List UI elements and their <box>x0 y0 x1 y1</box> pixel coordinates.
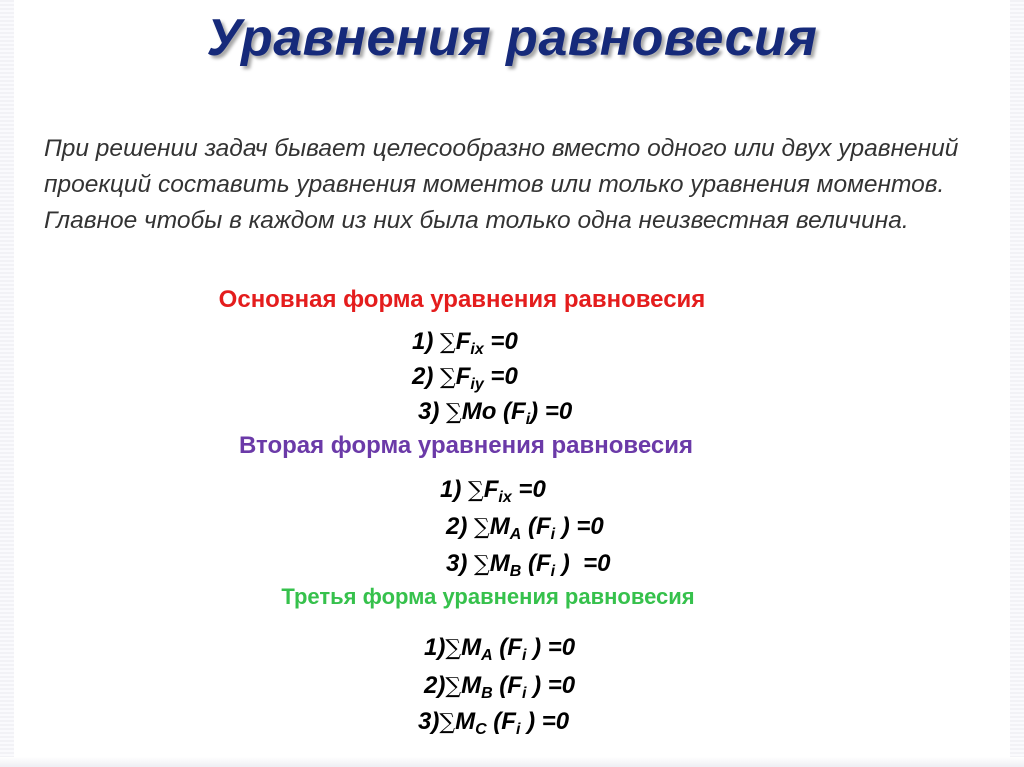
equation-third-2 <box>424 672 575 703</box>
equation-base: M <box>461 672 482 699</box>
equation-main-1 <box>412 328 518 359</box>
equation-second-1 <box>440 476 546 507</box>
equation-number: 3) <box>446 550 468 577</box>
equation-base: M <box>489 513 510 540</box>
equation-subscript-2: i <box>515 721 521 738</box>
equation-base: F <box>455 363 471 390</box>
equation-subscript: B <box>481 685 493 702</box>
equation-subscript: i <box>525 411 531 428</box>
equation-rest: ) =0 <box>530 398 573 425</box>
equation-number: 3) <box>418 708 440 735</box>
sum-symbol: ∑ <box>474 552 490 577</box>
intro-paragraph: При решении задач бывает целесообразно вместо одного или двух уравнений проекций составить уравнения моментов или только уравнения моментов. Главное чтобы в каждом из них была только одна неизвестная величина. <box>44 135 959 234</box>
equation-rest: ) =0 <box>561 513 604 540</box>
slide-edge-left <box>0 0 14 767</box>
heading-third-form: Третья форма уравнения равновесия <box>281 584 695 609</box>
equation-subscript-2: i <box>521 685 527 702</box>
equation-subscript-2: i <box>550 563 556 580</box>
equation-base-2: (F <box>499 672 522 699</box>
equation-subscript: ix <box>470 341 484 358</box>
equation-number: 2) <box>446 513 468 540</box>
equation-base-2: (F <box>527 513 551 540</box>
sum-symbol: ∑ <box>445 636 462 661</box>
equation-subscript-2: i <box>550 526 556 543</box>
slide-edge-right <box>1010 0 1024 767</box>
equation-base: M <box>489 550 510 577</box>
equation-base-2: (F <box>527 550 551 577</box>
equation-rest: =0 <box>518 476 546 503</box>
equation-subscript: A <box>481 647 493 664</box>
equation-number: 1) <box>412 328 434 355</box>
heading-second-form: Вторая форма уравнения равновесия <box>239 432 693 459</box>
sum-symbol: ∑ <box>474 515 490 540</box>
equation-subscript: A <box>509 526 522 543</box>
sum-symbol: ∑ <box>440 365 456 390</box>
sum-symbol: ∑ <box>446 400 462 425</box>
equation-rest: =0 <box>490 363 518 390</box>
equation-subscript-2: i <box>521 647 527 664</box>
equation-second-2 <box>446 513 604 544</box>
equation-number: 2) <box>424 672 446 699</box>
equation-base-2: (F <box>493 708 516 735</box>
equation-base: M <box>455 708 476 735</box>
sum-symbol: ∑ <box>468 478 484 503</box>
equation-third-3 <box>418 708 569 739</box>
sum-symbol: ∑ <box>440 330 456 355</box>
equation-base: Mo (F <box>461 398 526 425</box>
equation-third-1 <box>424 634 575 665</box>
equation-subscript: ix <box>498 489 512 506</box>
heading-main-form: Основная форма уравнения равновесия <box>218 286 706 313</box>
equation-subscript: B <box>509 563 522 580</box>
slide-title: Уравнения равновесия <box>206 9 818 67</box>
equation-number: 1) <box>440 476 462 503</box>
sum-symbol: ∑ <box>445 674 462 699</box>
equation-subscript: iy <box>470 376 484 393</box>
equation-main-2 <box>412 363 518 394</box>
equation-rest: ) =0 <box>533 634 576 661</box>
slide-edge-bottom <box>0 757 1024 767</box>
equation-base-2: (F <box>499 634 522 661</box>
equation-rest: ) =0 <box>533 672 576 699</box>
equation-number: 3) <box>418 398 440 425</box>
equation-rest: ) =0 <box>561 550 611 577</box>
equation-subscript: C <box>475 721 487 738</box>
equation-base: F <box>455 328 471 355</box>
equation-rest: =0 <box>490 328 518 355</box>
equation-main-3 <box>418 398 572 429</box>
equation-second-3 <box>446 550 610 581</box>
equation-number: 2) <box>412 363 434 390</box>
equation-base: F <box>483 476 499 503</box>
equation-rest: ) =0 <box>527 708 570 735</box>
equation-base: M <box>461 634 482 661</box>
sum-symbol: ∑ <box>439 710 456 735</box>
equation-number: 1) <box>424 634 446 661</box>
